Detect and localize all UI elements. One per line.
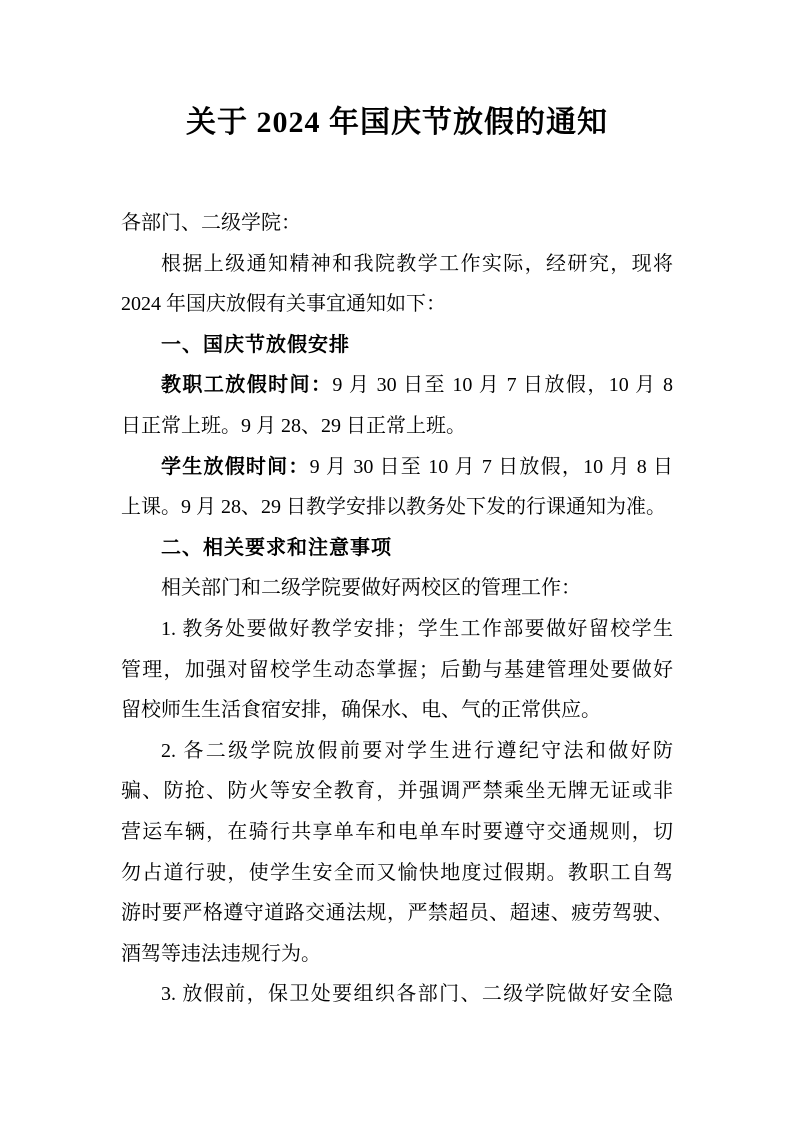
text-run: 相关部门和二级学院要做好两校区的管理工作：	[161, 577, 581, 600]
text-run: 日正常上班。9 月 28、29 日正常上班。	[121, 414, 466, 437]
text-run: 上课。9 月 28、29 日教学安排以教务处下发的行课通知为准。	[121, 496, 666, 519]
document-line	[121, 487, 673, 528]
document-body	[121, 203, 673, 1015]
text-run: 根据上级通知精神和我院教学工作实际，经研究，现将	[161, 252, 673, 275]
text-run: 营运车辆，在骑行共享单车和电单车时要遵守交通规则，切	[121, 820, 673, 843]
text-run: 9 月 30 日至 10 月 7 日放假，10 月 8	[332, 374, 674, 397]
document-line	[121, 690, 673, 731]
document-line	[121, 568, 673, 609]
text-run: 勿占道行驶，使学生安全而又愉快地度过假期。教职工自驾	[121, 861, 673, 884]
text-run: 3. 放假前，保卫处要组织各部门、二级学院做好安全隐	[161, 983, 673, 1006]
text-run: 骗、防抢、防火等安全教育，并强调严禁乘坐无牌无证或非	[121, 780, 673, 803]
document-line	[121, 731, 673, 772]
text-run: 酒驾等违法违规行为。	[121, 942, 321, 965]
document-line	[121, 650, 673, 691]
document-line	[121, 365, 673, 406]
text-run: 学生放假时间：	[161, 455, 310, 478]
text-run: 2024 年国庆放假有关事宜通知如下：	[121, 293, 446, 316]
text-run: 二、相关要求和注意事项	[161, 536, 392, 559]
text-run: 9 月 30 日至 10 月 7 日放假，10 月 8 日	[309, 455, 674, 478]
document-line	[121, 893, 673, 934]
document-line	[121, 284, 673, 325]
text-run: 1. 教务处要做好教学安排；学生工作部要做好留校学生	[161, 617, 673, 640]
document-line	[121, 609, 673, 650]
text-run: 各部门、二级学院：	[121, 212, 301, 234]
text-run: 一、国庆节放假安排	[161, 333, 350, 356]
document-line	[121, 771, 673, 812]
document-line	[121, 528, 673, 569]
document-line	[121, 325, 673, 366]
document-line	[121, 974, 673, 1015]
document-line	[121, 203, 673, 244]
document-title: 关于 2024 年国庆节放假的通知	[186, 106, 608, 139]
text-run: 教职工放假时间：	[161, 374, 333, 397]
text-run: 游时要严格遵守道路交通法规，严禁超员、超速、疲劳驾驶、	[121, 902, 673, 925]
document-line	[121, 447, 673, 488]
document-line	[121, 934, 673, 975]
text-run: 留校师生生活食宿安排，确保水、电、气的正常供应。	[121, 699, 601, 722]
document-line	[121, 812, 673, 853]
text-run: 2. 各二级学院放假前要对学生进行遵纪守法和做好防	[161, 739, 673, 762]
text-run: 管理，加强对留校学生动态掌握；后勤与基建管理处要做好	[121, 658, 673, 681]
document-line	[121, 244, 673, 285]
document-line	[121, 853, 673, 894]
document-line	[121, 406, 673, 447]
